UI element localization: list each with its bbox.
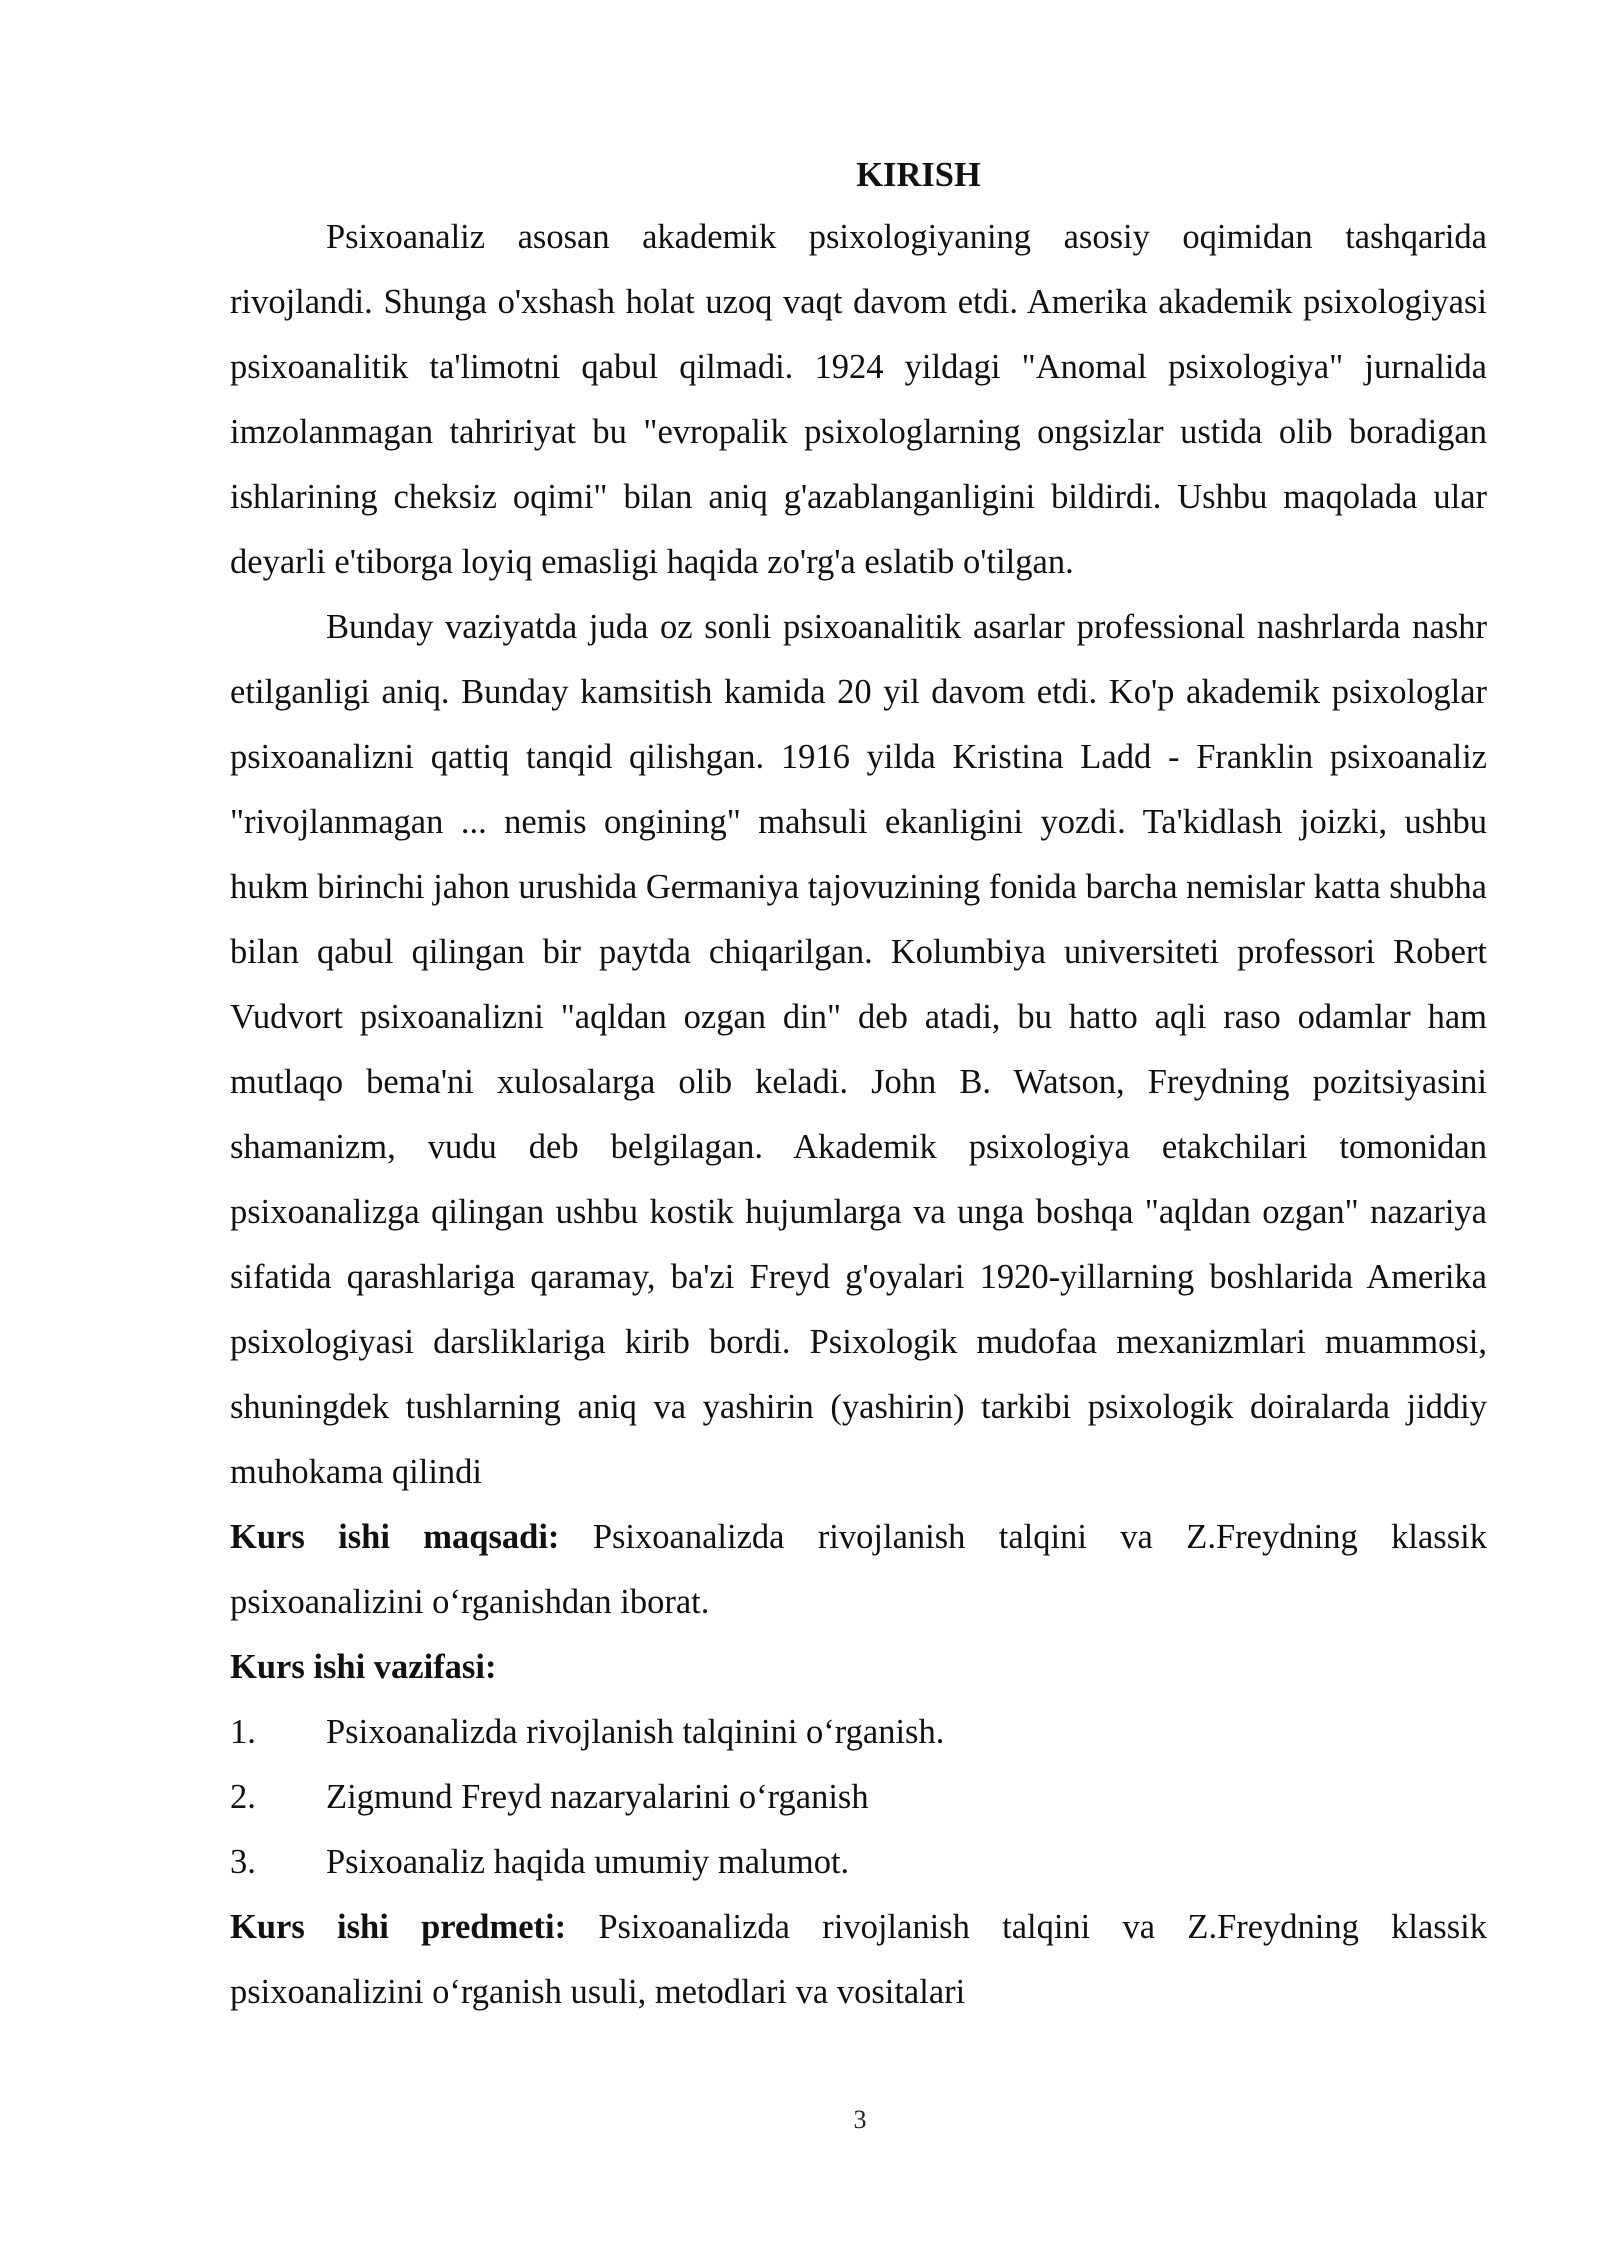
goal-text: Psixoanalizda rivojlanish talqini va Z.Freydning klassik psixoanalizini o‘rganishdan iborat. <box>230 1518 1487 1621</box>
subject-label: Kurs ishi predmeti: <box>230 1908 567 1946</box>
page-title: KIRISH <box>856 156 981 194</box>
subject-paragraph <box>230 1895 1487 2025</box>
list-item <box>230 1700 1487 1765</box>
document-page <box>230 148 1487 2025</box>
intro-paragraph-2: Bunday vaziyatda juda oz sonli psixoanalitik asarlar professional nashrlarda nashr etilganligi aniq. Bunday kamsitish kamida 20 yil davom etdi. Ko'p akademik psixologlar psixoanalizni qattiq tanqid qilishgan. 1916 yilda Kristina Ladd - Franklin psixoanaliz "rivojlanmagan ... nemis ongining" mahsuli ekanligini yozdi. Ta'kidlash joizki, ushbu hukm birinchi jahon urushida Germaniya tajovuzining fonida barcha nemislar katta shubha bilan qabul qilingan bir paytda chiqarilgan. Kolumbiya universiteti professori Robert Vudvort psixoanalizni "aqldan ozgan din" deb atadi, bu hatto aqli raso odamlar ham mutlaqo bema'ni xulosalarga olib keladi. John B. Watson, Freydning pozitsiyasini shamanizm, vudu deb belgilagan. Akademik psixologiya etakchilari tomonidan psixoanalizga qilingan ushbu kostik hujumlarga va unga boshqa "aqldan ozgan" nazariya sifatida qarashlariga qaramay, ba'zi Freyd g'oyalari 1920-yillarning boshlarida Amerika psixologiyasi darsliklariga kirib bordi. Psixologik mudofaa mexanizmlari muammosi, shuningdek tushlarning aniq va yashirin (yashirin) tarkibi psixologik doiralarda jiddiy muhokama qilindi <box>230 608 1487 1491</box>
list-item-number: 3. <box>230 1843 256 1881</box>
subject-text: Psixoanalizda rivojlanish talqini va Z.Freydning klassik psixoanalizini o‘rganish usuli, metodlari va vositalari <box>230 1908 1487 2011</box>
tasks-heading: Kurs ishi vazifasi: <box>230 1648 497 1686</box>
tasks-list <box>230 1700 1487 1895</box>
list-item <box>230 1830 1487 1895</box>
goal-label: Kurs ishi maqsadi: <box>230 1518 560 1556</box>
list-item-number: 1. <box>230 1713 256 1751</box>
page-number: 3 <box>853 2105 867 2134</box>
list-item-text: Zigmund Freyd nazaryalarini o‘rganish <box>326 1778 869 1816</box>
list-item <box>230 1765 1487 1830</box>
list-item-text: Psixoanalizda rivojlanish talqinini o‘rganish. <box>326 1713 945 1751</box>
intro-paragraph-1: Psixoanaliz asosan akademik psixologiyaning asosiy oqimidan tashqarida rivojlandi. Shunga o'xshash holat uzoq vaqt davom etdi. Amerika akademik psixologiyasi psixoanalitik ta'limotni qabul qilmadi. 1924 yildagi "Anomal psixologiya" jurnalida imzolanmagan tahririyat bu "evropalik psixologlarning ongsizlar ustida olib boradigan ishlarining cheksiz oqimi" bilan aniq g'azablanganligini bildirdi. Ushbu maqolada ular deyarli e'tiborga loyiq emasligi haqida zo'rg'a eslatib o'tilgan. <box>230 218 1487 581</box>
goal-paragraph <box>230 1505 1487 1635</box>
list-item-number: 2. <box>230 1778 256 1816</box>
list-item-text: Psixoanaliz haqida umumiy malumot. <box>326 1843 850 1881</box>
